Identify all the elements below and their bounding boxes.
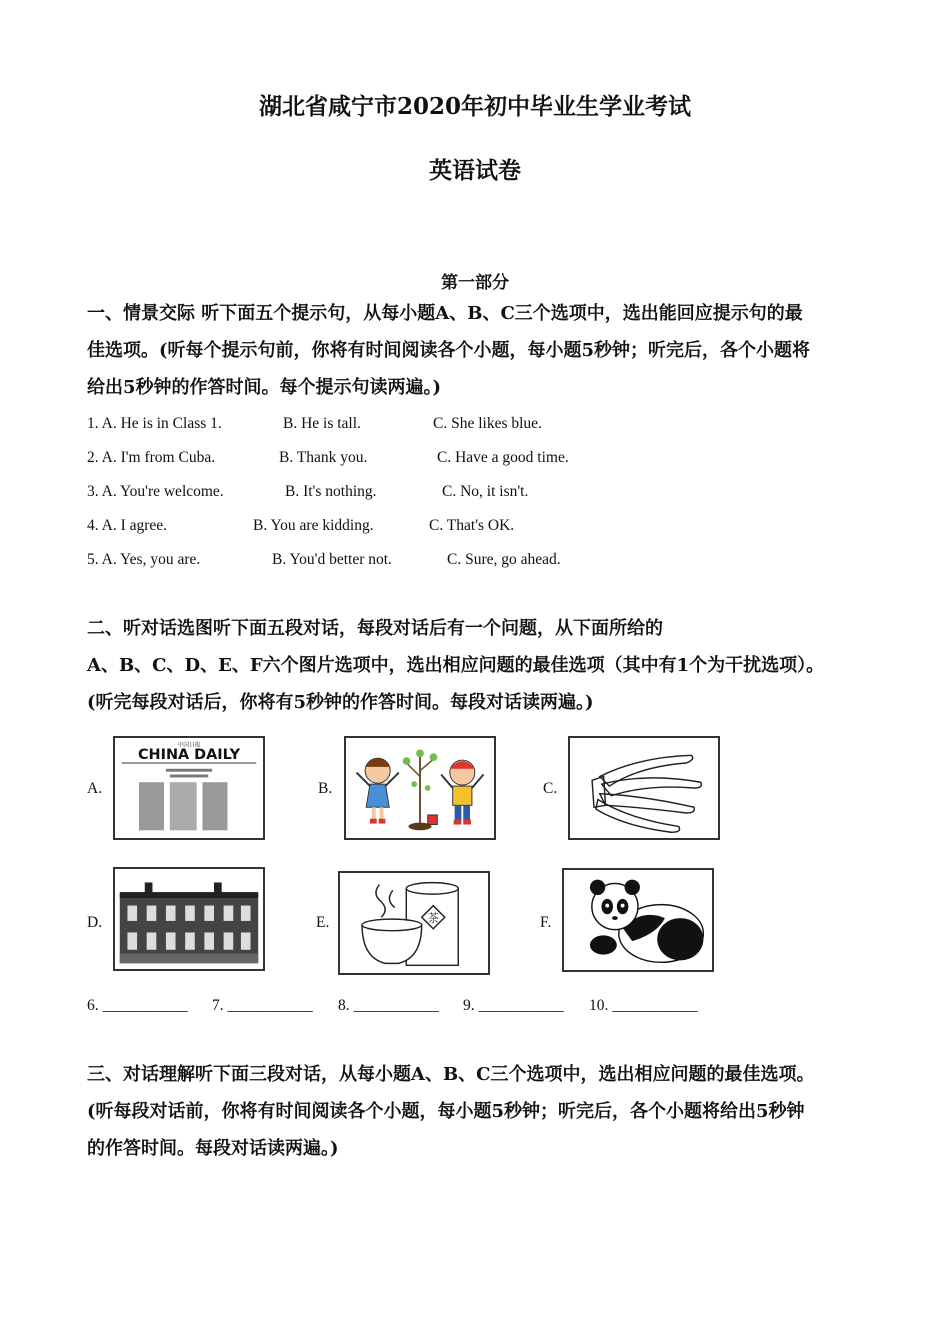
q3-option-c: C. No, it isn't. [442,483,529,500]
children-tree-icon [344,736,496,840]
q3-option-a: 3. A. You're welcome. [87,483,224,500]
section3-line1: 三、对话理解听下面三段对话，从每小题A、B、C三个选项中，选出相应问题的最佳选项。 [87,1064,815,1085]
section2-instructions [87,610,824,721]
panda-icon [562,868,714,972]
q1-option-a: 1. A. He is in Class 1. [87,415,222,432]
section2-line3: (听完每段对话后，你将有5秒钟的作答时间。每段对话读两遍。) [87,692,594,713]
q4-option-b: B. You are kidding. [253,517,374,534]
q5-option-a: 5. A. Yes, you are. [87,551,201,568]
q2-option-b: B. Thank you. [279,449,368,466]
answer-blank-8[interactable]: 8. ___________ [338,997,439,1014]
q2-option-a: 2. A. I'm from Cuba. [87,449,216,466]
section1-line1: 一、情景交际 听下面五个提示句，从每小题A、B、C三个选项中，选出能回应提示句的最 [87,303,803,324]
newspaper-small-title: 中国日报 [177,742,201,749]
newspaper-masthead: CHINA DAILY [137,747,241,764]
section3-instructions [87,1056,815,1167]
image-label-c: C. [543,780,558,797]
section2-line1: 二、听对话选图听下面五段对话，每段对话后有一个问题，从下面所给的 [87,618,663,639]
answer-blank-7[interactable]: 7. ___________ [212,997,313,1014]
q3-option-b: B. It's nothing. [285,483,377,500]
q2-option-c: C. Have a good time. [437,449,569,466]
q1-option-c: C. She likes blue. [433,415,542,432]
q4-option-c: C. That's OK. [429,517,515,534]
section1-instructions [87,295,810,406]
section3-line2: (听每段对话前，你将有时间阅读各个小题，每小题5秒钟；听完后，各个小题将给出5秒钟 [87,1101,805,1122]
image-label-a: A. [87,780,103,797]
answer-blank-9[interactable]: 9. ___________ [463,997,564,1014]
tea-icon [338,871,490,975]
answer-blank-6[interactable]: 6. ___________ [87,997,188,1014]
part-heading: 第一部分 [441,273,509,293]
section1-line2: 佳选项。(听每个提示句前，你将有时间阅读各个小题，每小题5秒钟；听完后，各个小题将 [87,340,811,361]
newspaper-icon [113,736,265,840]
bananas-icon [568,736,720,840]
answer-blank-10[interactable]: 10. ___________ [589,997,698,1014]
page-subtitle: 英语试卷 [429,157,521,184]
page-title: 湖北省咸宁市2020年初中毕业生学业考试 [258,93,691,120]
image-label-b: B. [318,780,333,797]
section1-line3: 给出5秒钟的作答时间。每个提示句读两遍。) [87,377,442,398]
section3-line3: 的作答时间。每段对话读两遍。) [87,1138,339,1159]
q4-option-a: 4. A. I agree. [87,517,168,534]
image-label-e: E. [316,914,330,931]
tea-char: 茶 [427,911,439,926]
q1-option-b: B. He is tall. [283,415,361,432]
image-label-d: D. [87,914,103,931]
q5-option-c: C. Sure, go ahead. [447,551,561,568]
q5-option-b: B. You'd better not. [272,551,392,568]
section2-line2: A、B、C、D、E、F六个图片选项中，选出相应问题的最佳选项（其中有1个为干扰选项）。 [87,655,825,676]
image-label-f: F. [540,914,552,931]
building-icon [113,867,265,971]
